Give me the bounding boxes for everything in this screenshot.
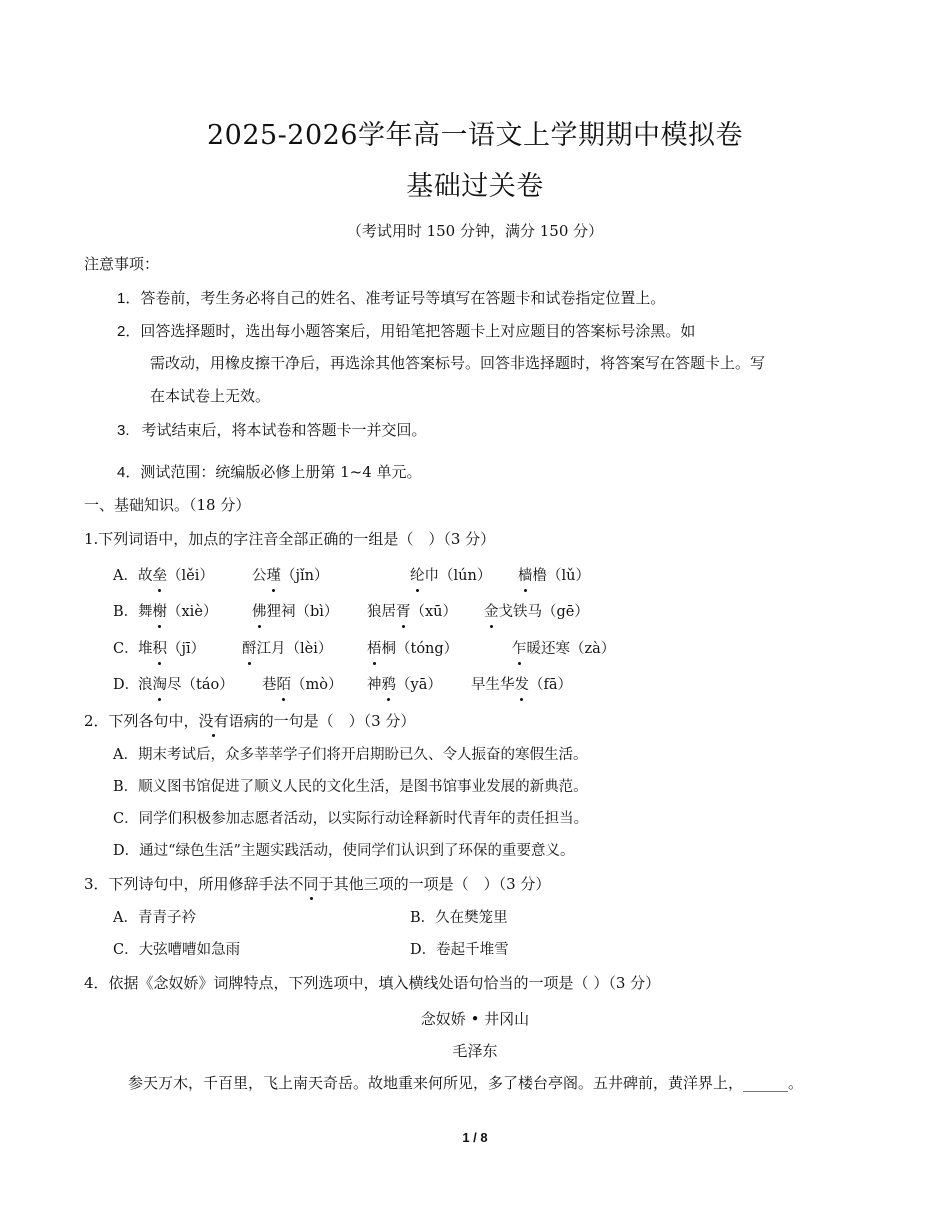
dotted-char: 樯 bbox=[518, 565, 533, 587]
duration-note: （考试用时 150 分钟，满分 150 分） bbox=[346, 222, 604, 240]
dotted-char: 榭 bbox=[153, 601, 168, 623]
dotted-char: 垒 bbox=[153, 565, 168, 587]
notice-item-text: 考试结束后，将本试卷和答题卡一并交回。 bbox=[141, 421, 427, 439]
notice-item-2 bbox=[117, 320, 695, 343]
question-3-option-a: A．青青子衿 bbox=[113, 910, 196, 926]
question-3-option-c: C．大弦嘈嘈如急雨 bbox=[113, 942, 241, 958]
option-item: 浪淘尽（táo） bbox=[138, 674, 234, 696]
poem-line: 参天万木，千百里，飞上南天奇岳。故地重来何所见，多了楼台亭阁。五井碑前，黄洋界上，______。 bbox=[128, 1074, 804, 1092]
dotted-char: 纶 bbox=[410, 565, 425, 587]
question-2-option-d: D．通过“绿色生活”主题实践活动，使同学们认识到了环保的重要意义。 bbox=[113, 843, 575, 859]
dotted-char: 酹 bbox=[242, 638, 257, 660]
dotted-char: 发 bbox=[515, 674, 530, 696]
option-label: D． bbox=[113, 677, 140, 693]
notice-item-1 bbox=[117, 287, 665, 310]
dotted-char: 陌 bbox=[277, 674, 292, 696]
option-item: 梧桐（tóng） bbox=[367, 638, 458, 660]
notice-item-number: 3. bbox=[117, 422, 130, 439]
option-label: A． bbox=[113, 568, 138, 584]
question-3-option-d: D．卷起千堆雪 bbox=[410, 942, 509, 958]
dotted-char: 鸦 bbox=[382, 674, 397, 696]
dotted-char: 瑾 bbox=[267, 565, 282, 587]
option-item: 樯橹（lǔ） bbox=[518, 565, 590, 587]
exam-title: 2025-2026学年高一语文上学期期中模拟卷 bbox=[206, 120, 744, 151]
option-item: 公瑾（jǐn） bbox=[252, 565, 328, 587]
option-item: 狼居胥（xū） bbox=[367, 601, 457, 623]
notice-item-number: 2． bbox=[117, 323, 141, 340]
dotted-char: 梧 bbox=[367, 638, 382, 660]
question-2-option-b: B．顺义图书馆促进了顺义人民的文化生活，是图书馆事业发展的新典范。 bbox=[113, 779, 588, 795]
option-item: 金戈铁马（gē） bbox=[484, 601, 589, 623]
option-item: 纶巾（lún） bbox=[410, 565, 491, 587]
dotted-char: 乍 bbox=[512, 638, 527, 660]
page-number: 1 / 8 bbox=[462, 1130, 488, 1145]
question-1-stem: 1.下列词语中，加点的字注音全部正确的一组是（ ）（3 分） bbox=[84, 530, 496, 548]
dotted-char: 金 bbox=[484, 601, 499, 623]
question-3-option-b: B．久在樊笼里 bbox=[410, 910, 508, 926]
notice-item-text: 测试范围：统编版必修上册第 1~4 单元。 bbox=[140, 463, 422, 481]
dotted-char: 胥 bbox=[396, 601, 411, 623]
question-2-option-a: A．期末考试后，众多莘莘学子们将开启期盼已久、令人振奋的寒假生活。 bbox=[113, 747, 588, 763]
option-item: 故垒（lěi） bbox=[138, 565, 214, 587]
notice-item-text: 答卷前，考生务必将自己的姓名、准考证号等填写在答题卡和试卷指定位置上。 bbox=[140, 289, 666, 307]
option-label: C． bbox=[113, 641, 139, 657]
option-item: 舞榭（xiè） bbox=[138, 601, 217, 623]
notice-item-2-line2: 需改动，用橡皮擦干净后，再选涂其他答案标号。回答非选择题时，将答案写在答题卡上。写 bbox=[150, 354, 766, 372]
option-label: B． bbox=[113, 604, 139, 620]
notice-item-2-line3: 在本试卷上无效。 bbox=[150, 387, 271, 405]
question-4-stem: 4．依据《念奴娇》词牌特点，下列选项中，填入横线处语句恰当的一项是（ ）（3 分） bbox=[84, 974, 661, 992]
option-item: 神鸦（yā） bbox=[367, 674, 442, 696]
option-item: 堆积（jī） bbox=[138, 638, 205, 660]
question-2-stem: 2．下列各句中，没有语病的一句是（ ）（3 分） bbox=[84, 712, 416, 730]
option-item: 乍暖还寒（zà） bbox=[512, 638, 615, 660]
dotted-char: 佛 bbox=[252, 601, 267, 623]
notice-item-number: 1． bbox=[117, 290, 141, 307]
option-item: 早生华发（fā） bbox=[471, 674, 572, 696]
dotted-char: 积 bbox=[153, 638, 168, 660]
option-item: 巷陌（mò） bbox=[262, 674, 342, 696]
option-item: 佛狸祠（bì） bbox=[252, 601, 338, 623]
poem-author: 毛泽东 bbox=[452, 1042, 498, 1060]
notice-item-3 bbox=[117, 419, 427, 442]
exam-subtitle: 基础过关卷 bbox=[406, 171, 544, 202]
notice-item-4 bbox=[117, 461, 422, 484]
notice-item-text: 回答选择题时，选出每小题答案后，用铅笔把答题卡上对应题目的答案标号涂黑。如 bbox=[140, 322, 696, 340]
dotted-char: 淘 bbox=[153, 674, 168, 696]
notice-heading: 注意事项： bbox=[84, 255, 160, 273]
poem-title: 念奴娇 • 井冈山 bbox=[420, 1010, 530, 1028]
question-3-stem: 3．下列诗句中，所用修辞手法不同于其他三项的一项是（ ）（3 分） bbox=[84, 875, 551, 893]
dotted-text: 不同于 bbox=[288, 875, 334, 893]
section-heading: 一、基础知识。（18 分） bbox=[84, 496, 251, 514]
option-item: 酹江月（lèi） bbox=[242, 638, 332, 660]
dotted-text: 没有 bbox=[198, 712, 229, 730]
question-2-option-c: C．同学们积极参加志愿者活动，以实际行动诠释新时代青年的责任担当。 bbox=[113, 811, 589, 827]
notice-item-number: 4． bbox=[117, 464, 141, 481]
